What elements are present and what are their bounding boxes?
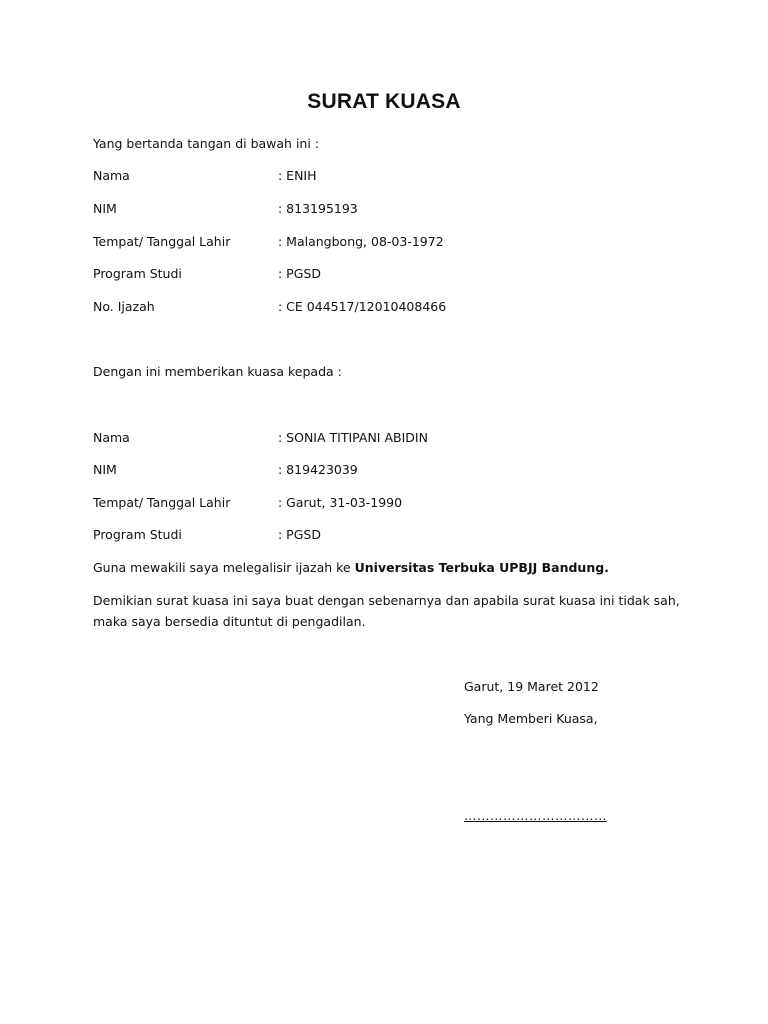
field-value: : SONIA TITIPANI ABIDIN xyxy=(278,430,428,445)
field-value: : PGSD xyxy=(278,527,321,542)
field-value: : CE 044517/12010408466 xyxy=(278,299,447,314)
place-date: Garut, 19 Maret 2012 xyxy=(464,679,599,694)
closing-line-2: maka saya bersedia dituntut di pengadilan. xyxy=(93,614,366,629)
field-label: Tempat/ Tanggal Lahir xyxy=(93,495,231,510)
field-label: NIM xyxy=(93,462,117,477)
field-value: : ENIH xyxy=(278,168,317,183)
field-label: Program Studi xyxy=(93,266,182,281)
field-value: : Malangbong, 08-03-1972 xyxy=(278,234,444,249)
grant-statement: Dengan ini memberikan kuasa kepada : xyxy=(93,364,342,379)
field-label: No. Ijazah xyxy=(93,299,155,314)
field-value: : 819423039 xyxy=(278,462,358,477)
field-value: : Garut, 31-03-1990 xyxy=(278,495,403,510)
closing-line-1: Demikian surat kuasa ini saya buat dengan sebenarnya dan apabila surat kuasa ini tidak sah, xyxy=(93,593,680,608)
signature-line: …………………………… xyxy=(464,808,607,823)
field-label: Nama xyxy=(93,168,130,183)
field-value: : PGSD xyxy=(278,266,321,281)
signer-role: Yang Memberi Kuasa, xyxy=(464,711,598,726)
field-label: Tempat/ Tanggal Lahir xyxy=(93,234,231,249)
document-title: SURAT KUASA xyxy=(307,90,461,113)
field-label: NIM xyxy=(93,201,117,216)
purpose-text: Guna mewakili saya melegalisir ijazah ke xyxy=(93,560,355,575)
field-value: : 813195193 xyxy=(278,201,358,216)
field-label: Nama xyxy=(93,430,130,445)
purpose-statement xyxy=(93,560,609,575)
field-label: Program Studi xyxy=(93,527,182,542)
institution-name: Universitas Terbuka UPBJJ Bandung. xyxy=(354,560,609,575)
intro-text: Yang bertanda tangan di bawah ini : xyxy=(93,136,320,151)
